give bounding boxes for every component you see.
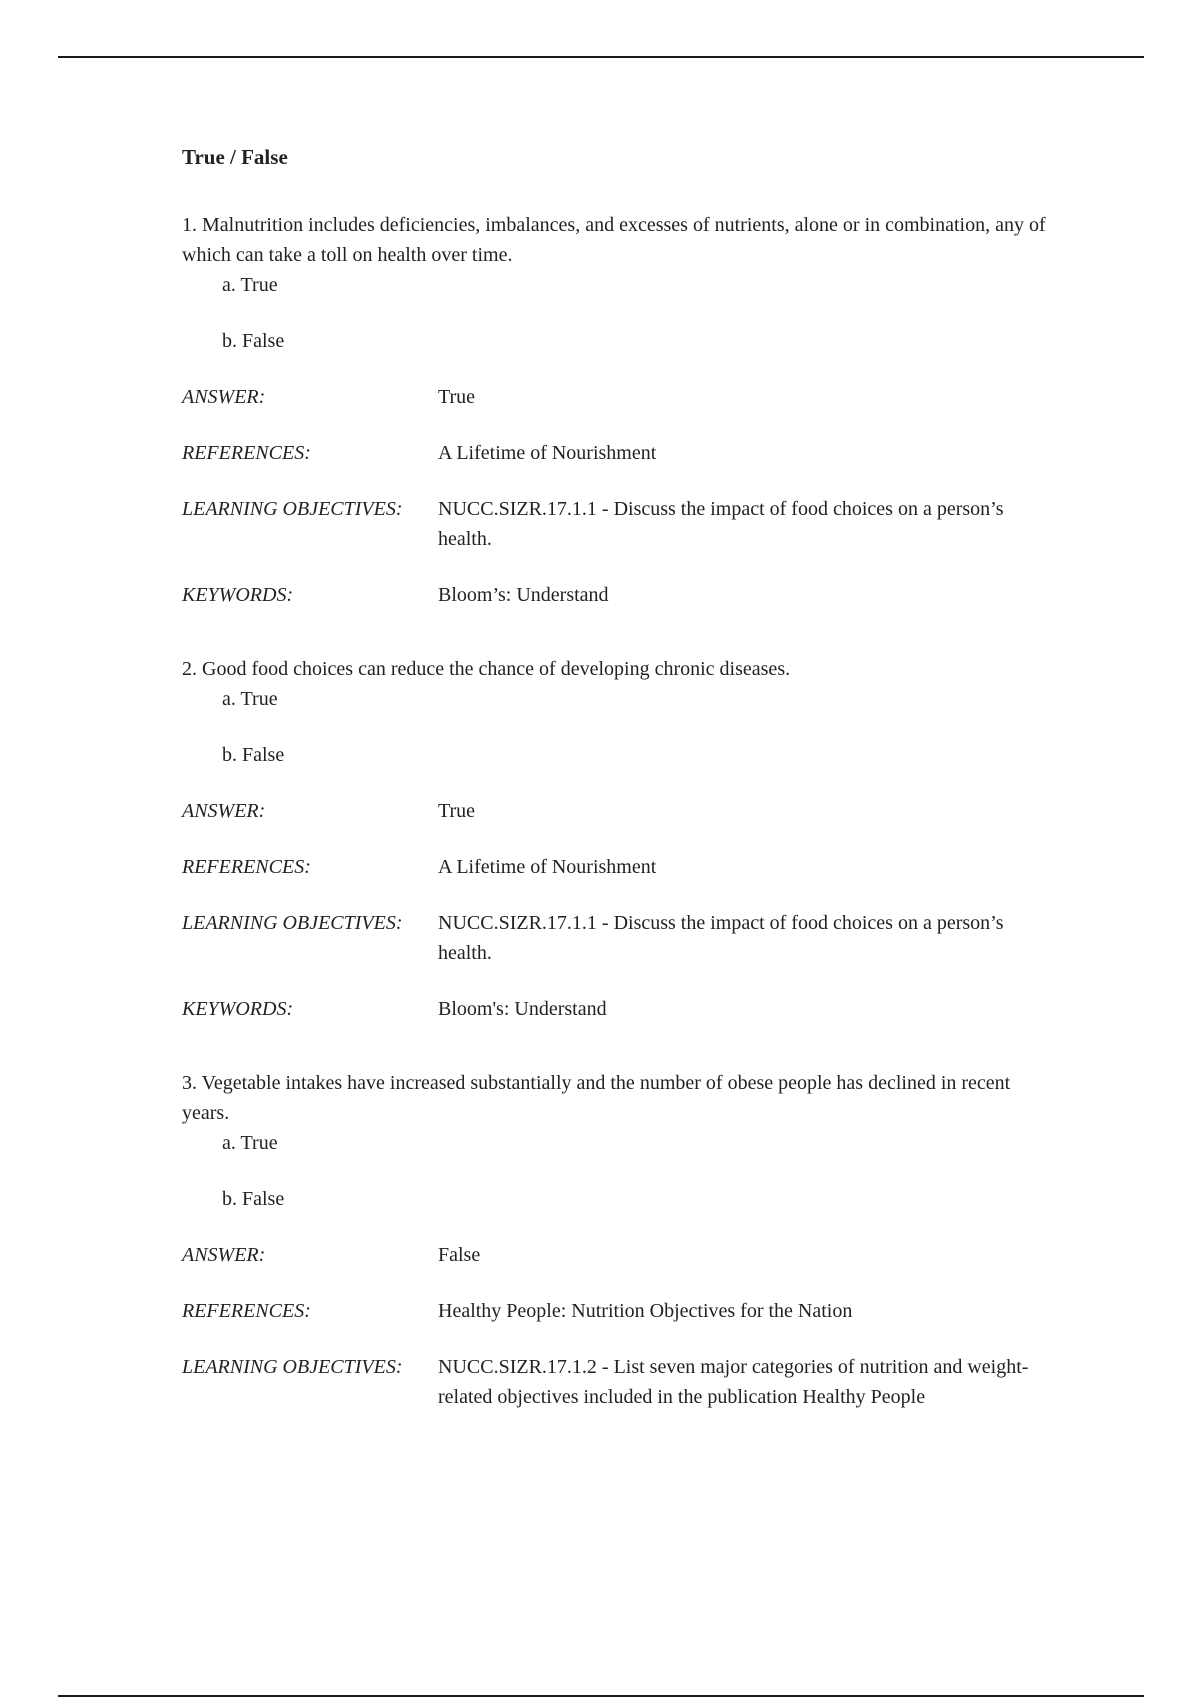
learning-objectives-value: NUCC.SIZR.17.1.2 - List seven major categories of nutrition and weight-related objectives included in the publication Healthy People bbox=[438, 1356, 1029, 1408]
answer-value: True bbox=[438, 386, 476, 408]
answer-label: ANSWER: bbox=[182, 1244, 266, 1266]
references-value: A Lifetime of Nourishment bbox=[438, 442, 657, 464]
option-b: b. False bbox=[222, 330, 285, 352]
learning-objectives-label: LEARNING OBJECTIVES: bbox=[182, 1356, 403, 1378]
question-stem: 3. Vegetable intakes have increased substantially and the number of obese people has declined in recent years. bbox=[182, 1072, 1011, 1124]
references-row bbox=[182, 1296, 1062, 1326]
learning-objectives-value: NUCC.SIZR.17.1.1 - Discuss the impact of food choices on a person’s health. bbox=[438, 912, 1004, 964]
keywords-row bbox=[182, 994, 1062, 1024]
option-b: b. False bbox=[222, 744, 285, 766]
keywords-label: KEYWORDS: bbox=[182, 998, 294, 1020]
keywords-row bbox=[182, 580, 1062, 610]
option-a: a. True bbox=[222, 1132, 278, 1154]
answer-value: True bbox=[438, 800, 476, 822]
question-2 bbox=[182, 654, 1062, 1024]
option-a: a. True bbox=[222, 274, 278, 296]
answer-row bbox=[182, 382, 1062, 412]
learning-objectives-value: NUCC.SIZR.17.1.1 - Discuss the impact of food choices on a person’s health. bbox=[438, 498, 1004, 550]
learning-objectives-row bbox=[182, 1352, 1062, 1412]
references-value: Healthy People: Nutrition Objectives for the Nation bbox=[438, 1300, 853, 1322]
learning-objectives-row bbox=[182, 908, 1062, 968]
bottom-rule bbox=[58, 1695, 1144, 1697]
keywords-value: Bloom’s: Understand bbox=[438, 584, 609, 606]
answer-row bbox=[182, 1240, 1062, 1270]
keywords-label: KEYWORDS: bbox=[182, 584, 294, 606]
section-title: True / False bbox=[182, 145, 288, 169]
answer-value: False bbox=[438, 1244, 481, 1266]
references-value: A Lifetime of Nourishment bbox=[438, 856, 657, 878]
keywords-value: Bloom's: Understand bbox=[438, 998, 607, 1020]
question-stem: 2. Good food choices can reduce the chance of developing chronic diseases. bbox=[182, 658, 791, 680]
question-3 bbox=[182, 1068, 1062, 1412]
question-stem: 1. Malnutrition includes deficiencies, imbalances, and excesses of nutrients, alone or in combination, any of which can take a toll on health over time. bbox=[182, 214, 1046, 266]
document-body bbox=[182, 142, 1062, 1456]
learning-objectives-row bbox=[182, 494, 1062, 554]
option-b: b. False bbox=[222, 1188, 285, 1210]
references-row bbox=[182, 852, 1062, 882]
references-row bbox=[182, 438, 1062, 468]
learning-objectives-label: LEARNING OBJECTIVES: bbox=[182, 498, 403, 520]
learning-objectives-label: LEARNING OBJECTIVES: bbox=[182, 912, 403, 934]
question-1 bbox=[182, 210, 1062, 610]
references-label: REFERENCES: bbox=[182, 856, 311, 878]
option-a: a. True bbox=[222, 688, 278, 710]
answer-label: ANSWER: bbox=[182, 386, 266, 408]
answer-row bbox=[182, 796, 1062, 826]
answer-label: ANSWER: bbox=[182, 800, 266, 822]
references-label: REFERENCES: bbox=[182, 1300, 311, 1322]
top-rule bbox=[58, 56, 1144, 58]
references-label: REFERENCES: bbox=[182, 442, 311, 464]
